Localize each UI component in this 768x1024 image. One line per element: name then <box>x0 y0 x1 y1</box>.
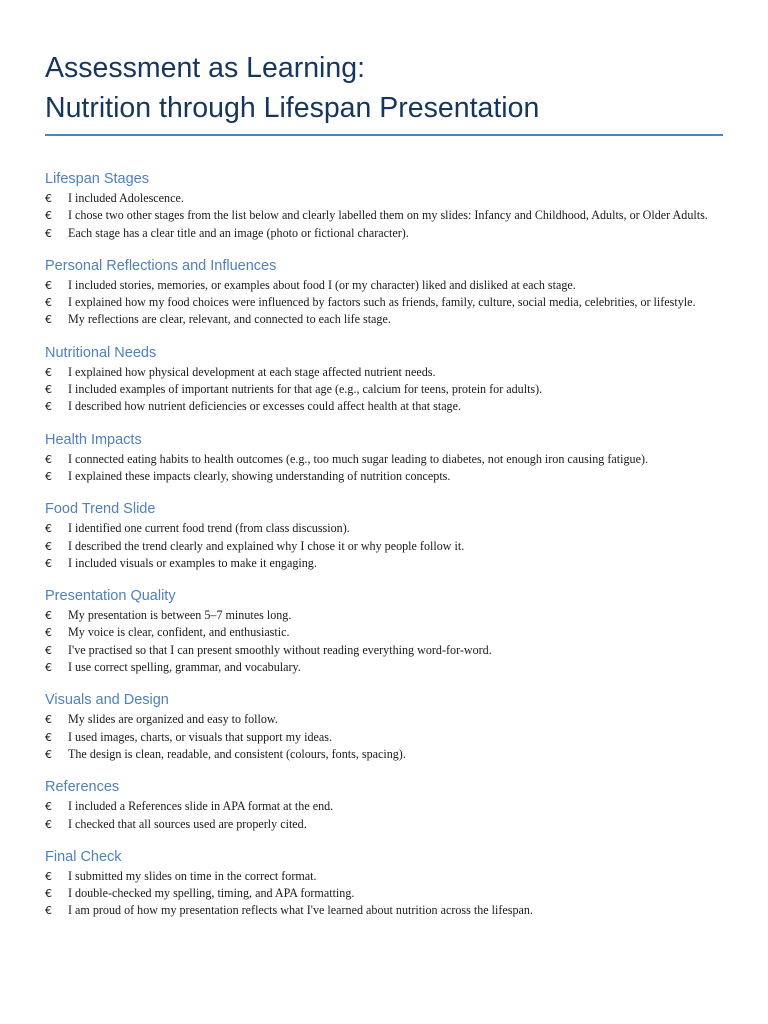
page-title <box>45 48 723 128</box>
checkbox-bullet-icon: € <box>45 556 52 570</box>
checklist-item <box>45 451 723 468</box>
checklist-item-text: I described how nutrient deficiencies or excesses could affect health at that stage. <box>68 399 461 414</box>
checklist-item <box>45 311 723 328</box>
checklist-items <box>45 520 723 572</box>
checklist-item-text: I explained how physical development at each stage affected nutrient needs. <box>68 364 436 379</box>
checklist-item-text: My presentation is between 5–7 minutes long. <box>68 608 292 623</box>
checklist-section <box>45 572 723 676</box>
checklist-item <box>45 642 723 659</box>
checklist-item <box>45 398 723 415</box>
section-heading: Lifespan Stages <box>45 171 149 187</box>
checklist-section <box>45 329 723 416</box>
checklist-item <box>45 624 723 641</box>
checklist-item <box>45 798 723 815</box>
checklist-section <box>45 136 723 242</box>
section-heading: References <box>45 779 120 796</box>
checklist-items <box>45 451 723 486</box>
checklist-item-text: The design is clean, readable, and consistent (colours, fonts, spacing). <box>68 746 406 761</box>
checklist-item <box>45 607 723 624</box>
checklist-item-text: I explained how my food choices were influenced by factors such as friends, family, culture, social media, celebrities, or lifestyle. <box>68 295 696 310</box>
checklist-item <box>45 746 723 763</box>
checklist-item-text: I included stories, memories, or examples about food I (or my character) liked and disliked at each stage. <box>68 277 576 292</box>
checklist-item-text: Each stage has a clear title and an image (photo or fictional character). <box>68 225 409 240</box>
checkbox-bullet-icon: € <box>45 539 52 553</box>
title-line-1: Assessment as Learning: <box>45 52 365 84</box>
checklist-section <box>45 485 723 572</box>
section-heading: Presentation Quality <box>45 588 176 605</box>
checklist-item <box>45 659 723 676</box>
checklist-item <box>45 868 723 885</box>
checkbox-bullet-icon: € <box>45 522 52 536</box>
checklist-item-text: I submitted my slides on time in the correct format. <box>68 868 317 883</box>
section-heading: Visuals and Design <box>45 692 169 709</box>
checklist-item-text: I've practised so that I can present smoothly without reading everything word-for-word. <box>68 642 492 657</box>
checklist-item-text: I used images, charts, or visuals that support my ideas. <box>68 729 332 744</box>
checklist-section <box>45 763 723 833</box>
checklist-item <box>45 711 723 728</box>
checklist-items <box>45 277 723 329</box>
checkbox-bullet-icon: € <box>45 313 52 327</box>
checklist-items <box>45 607 723 676</box>
checklist-section <box>45 676 723 763</box>
checkbox-bullet-icon: € <box>45 747 52 761</box>
checklist-item <box>45 902 723 919</box>
checklist-item-text: I included a References slide in APA format at the end. <box>68 799 334 814</box>
checklist-section <box>45 242 723 329</box>
checklist-sections <box>45 136 723 920</box>
checklist-item-text: My voice is clear, confident, and enthusiastic. <box>68 625 290 640</box>
checklist-items <box>45 364 723 416</box>
checklist-item-text: I checked that all sources used are properly cited. <box>68 816 307 831</box>
section-heading: Personal Reflections and Influences <box>45 257 277 274</box>
checklist-section <box>45 416 723 486</box>
checkbox-bullet-icon: € <box>45 800 52 814</box>
checklist-items <box>45 868 723 920</box>
checklist-item-text: I identified one current food trend (from class discussion). <box>68 521 350 536</box>
checkbox-bullet-icon: € <box>45 365 52 379</box>
checkbox-bullet-icon: € <box>45 469 52 483</box>
checkbox-bullet-icon: € <box>45 904 52 918</box>
checklist-item <box>45 520 723 537</box>
checklist-section <box>45 833 723 920</box>
checkbox-bullet-icon: € <box>45 713 52 727</box>
checkbox-bullet-icon: € <box>45 226 52 240</box>
checklist-items <box>45 798 723 833</box>
checkbox-bullet-icon: € <box>45 730 52 744</box>
title-line-2: Nutrition through Lifespan Presentation <box>45 92 540 124</box>
checkbox-bullet-icon: € <box>45 452 52 466</box>
checklist-item <box>45 816 723 833</box>
checklist-items <box>45 190 723 242</box>
checkbox-bullet-icon: € <box>45 869 52 883</box>
checkbox-bullet-icon: € <box>45 609 52 623</box>
checklist-item-text: I included visuals or examples to make it engaging. <box>68 555 317 570</box>
checkbox-bullet-icon: € <box>45 209 52 223</box>
checklist-item-text: I chose two other stages from the list below and clearly labelled them on my slides: Infancy and Childhood, Adults, or Older Adults. <box>68 208 708 223</box>
checklist-item <box>45 207 723 224</box>
checklist-item-text: I explained these impacts clearly, showing understanding of nutrition concepts. <box>68 468 451 483</box>
checklist-item <box>45 364 723 381</box>
checkbox-bullet-icon: € <box>45 817 52 831</box>
checklist-item-text: I use correct spelling, grammar, and vocabulary. <box>68 660 301 675</box>
section-heading: Food Trend Slide <box>45 501 156 518</box>
checklist-item <box>45 294 723 311</box>
checklist-item <box>45 277 723 294</box>
checkbox-bullet-icon: € <box>45 643 52 657</box>
checklist-item <box>45 190 723 207</box>
checklist-item <box>45 468 723 485</box>
checkbox-bullet-icon: € <box>45 296 52 310</box>
checklist-item-text: My reflections are clear, relevant, and connected to each life stage. <box>68 312 391 327</box>
section-heading: Nutritional Needs <box>45 344 157 361</box>
section-heading: Health Impacts <box>45 431 142 448</box>
checklist-item-text: My slides are organized and easy to follow. <box>68 712 278 727</box>
checklist-item <box>45 729 723 746</box>
checkbox-bullet-icon: € <box>45 626 52 640</box>
checklist-item-text: I included examples of important nutrients for that age (e.g., calcium for teens, protein for adults). <box>68 382 543 397</box>
checkbox-bullet-icon: € <box>45 383 52 397</box>
checklist-item-text: I connected eating habits to health outcomes (e.g., too much sugar leading to diabetes, not enough iron causing fatigue). <box>68 451 648 466</box>
checklist-item-text: I am proud of how my presentation reflects what I've learned about nutrition across the lifespan. <box>68 903 533 918</box>
checklist-item-text: I included Adolescence. <box>68 191 184 205</box>
checklist-item <box>45 885 723 902</box>
checkbox-bullet-icon: € <box>45 192 52 205</box>
checkbox-bullet-icon: € <box>45 400 52 414</box>
document-page <box>45 48 723 920</box>
section-heading: Final Check <box>45 848 122 865</box>
checklist-items <box>45 711 723 763</box>
checklist-item-text: I double-checked my spelling, timing, and APA formatting. <box>68 886 355 901</box>
checklist-item <box>45 538 723 555</box>
checkbox-bullet-icon: € <box>45 887 52 901</box>
checklist-item <box>45 555 723 572</box>
checklist-item-text: I described the trend clearly and explained why I chose it or why people follow it. <box>68 538 465 553</box>
checklist-item <box>45 381 723 398</box>
checklist-item <box>45 225 723 242</box>
checkbox-bullet-icon: € <box>45 661 52 675</box>
checkbox-bullet-icon: € <box>45 278 52 292</box>
